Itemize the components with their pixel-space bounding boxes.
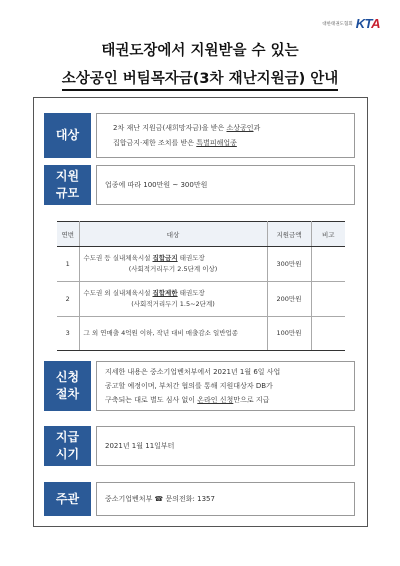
row-target-sub: (사회적거리두기 2.5단계 이상) [128,265,218,273]
header-target: 대상 [79,222,267,247]
logo-letter-k: K [355,16,365,31]
target-line2-underline: 특별피해업종 [196,138,237,147]
target-content [96,113,355,158]
apply-line3-pre: 구축되는 대로 별도 심사 없이 [105,396,198,404]
scale-text: 업종에 따라 100만원 ~ 300만원 [105,180,208,189]
row-target-sub: (사회적거리두기 1.5~2단계) [131,300,215,308]
row-no: 3 [57,317,79,351]
date-section [44,426,355,466]
date-label: 지급 시기 [44,426,91,466]
title-line-2-text: 소상공인 버팀목자금(3차 재난지원금) 안내 [62,71,339,91]
row-note [311,317,345,351]
logo-mark [356,16,380,31]
target-line1-post: 과 [253,123,261,132]
host-label: 주관 [44,482,91,516]
support-table [57,221,345,351]
table-row [57,282,345,317]
row-note [311,247,345,282]
table-row [57,317,345,351]
row-target-pre: 수도권 외 실내체육시설 [83,289,153,297]
row-note [311,282,345,317]
host-text: 중소기업벤처부 ☎ 문의전화: 1357 [105,494,215,503]
row-target-post: 태권도장 [177,254,205,262]
host-section [44,482,355,516]
scale-label: 지원 규모 [44,165,91,205]
header-amount: 지원금액 [267,222,311,247]
kta-logo [322,16,380,31]
title-line-2 [0,67,400,88]
scale-section [44,165,355,205]
apply-section [44,361,355,411]
apply-line1: 지세한 내용은 중소기업벤처부에서 2021년 1월 6일 사업 [105,368,281,376]
table-row [57,247,345,282]
row-amount: 200만원 [267,282,311,317]
header-note: 비고 [311,222,345,247]
row-target-underline: 집합제한 [152,289,178,297]
row-target-post: 태권도장 [177,289,205,297]
target-label: 대상 [44,113,91,158]
target-section [44,113,355,158]
logo-letter-a: A [371,16,380,31]
logo-letter-t: T [364,16,372,31]
row-target-underline: 집합금지 [152,254,178,262]
row-target [79,282,267,317]
row-no: 1 [57,247,79,282]
date-text: 2021년 1월 11일부터 [105,441,175,450]
apply-label: 신청 절차 [44,361,91,411]
host-content [96,482,355,516]
title-line-1: 태권도장에서 지원받을 수 있는 [101,43,299,59]
date-content [96,426,355,466]
target-line1-underline: 소상공인 [226,123,254,132]
apply-line3-underline: 온라인 신청 [197,396,234,404]
target-line1-pre: 2차 재난 지원금(새희망자금)을 받은 [113,123,227,132]
row-target-pre: 수도권 등 실내체육시설 [83,254,153,262]
apply-content [96,361,355,411]
apply-line3-post: 만으로 지급 [233,396,270,404]
logo-subtitle: 대한태권도협회 [322,21,353,27]
table-header-row [57,222,345,247]
row-target [79,317,267,351]
row-no: 2 [57,282,79,317]
row-amount: 100만원 [267,317,311,351]
apply-line2: 공고할 예정이며, 부처간 협의를 통해 지원대상자 DB가 [105,382,273,390]
row-amount: 300만원 [267,247,311,282]
header-no: 연번 [57,222,79,247]
row-target [79,247,267,282]
target-line2-pre: 집합금지·제한 조치를 받은 [113,138,197,147]
row-target-pre: 그 외 연매출 4억원 이하, 작년 대비 매출감소 일반업종 [83,329,239,337]
scale-content [96,165,355,205]
